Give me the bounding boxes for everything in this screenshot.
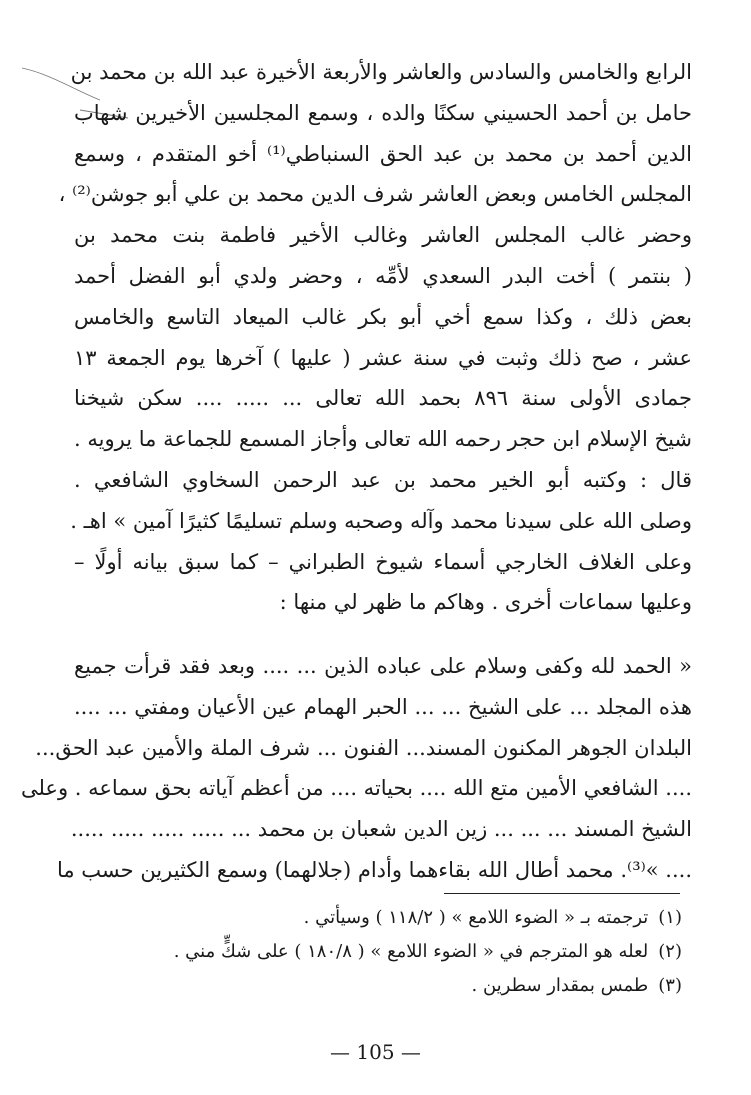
text-line: وصلى الله على سيدنا محمد وآله وصحبه وسلم تسليمًا كثيرًا آمين » اهـ . bbox=[70, 508, 692, 533]
quoted-samaa-text bbox=[20, 646, 692, 891]
footnote bbox=[150, 969, 682, 1003]
text-line: حامل بن أحمد الحسيني سكنًا والده ، وسمع المجلسين الأخيرين شهاب bbox=[74, 100, 692, 125]
text-line: شيخ الإسلام ابن حجر رحمه الله تعالى وأجاز المسمع للجماعة ما يرويه . bbox=[74, 427, 692, 452]
footnote-number: (٣) bbox=[658, 975, 682, 996]
text-line: بعض ذلك ، وكذا سمع أخي أبو بكر غالب الميعاد التاسع والخامس bbox=[74, 304, 692, 329]
quote-line: الشيخ المسند ... ... ... زين الدين شعبان بن محمد ... ..... ..... ..... ..... bbox=[70, 817, 692, 842]
footnote-number: (٢) bbox=[658, 941, 682, 962]
text-line: جمادى الأولى سنة ٨٩٦ بحمد الله تعالى ... ..... .... سكن شيخنا bbox=[74, 386, 692, 411]
quote-line: البلدان الجوهر المكنون المسند... الفنون ... شرف الملة والأمين عبد الحق... bbox=[35, 735, 692, 760]
page-number: — 105 — bbox=[330, 1040, 421, 1064]
text-line: وحضر غالب المجلس العاشر وغالب الأخير فاطمة بنت محمد بن bbox=[74, 223, 692, 248]
text-line: الرابع والخامس والسادس والعاشر والأربعة الأخيرة عبد الله بن محمد بن bbox=[70, 60, 692, 84]
quote-line: .... الشافعي الأمين متع الله .... بحياته .... من أعظم آياته بحق سماعه . وعلى bbox=[20, 776, 692, 801]
footnote-text: ترجمته بـ « الضوء اللامع » ( ١١٨/٢ ) وسيأتي . bbox=[303, 907, 649, 928]
footnote-text: طمس بمقدار سطرين . bbox=[471, 975, 649, 996]
footnote-text: لعله هو المترجم في « الضوء اللامع » ( ١٨٠/٨ ) على شكٍّ مني . bbox=[173, 941, 649, 962]
footnote-number: (١) bbox=[658, 907, 682, 928]
quote-line: .... »⁽³⁾. محمد أطال الله بقاءهما وأدام (جلالهما) وسمع الكثيرين حسب ما bbox=[56, 857, 692, 882]
text-line: عشر ، صح ذلك وثبت في سنة عشر ( عليها ) آخرها يوم الجمعة ١٣ bbox=[74, 345, 692, 370]
footnote bbox=[150, 935, 682, 969]
text-line: قال : وكتبه أبو الخير محمد بن عبد الرحمن السخاوي الشافعي . bbox=[74, 467, 692, 492]
footnotes bbox=[150, 901, 682, 1003]
text-line: ( بنتمر ) أخت البدر السعدي لأمِّه ، وحضر ولدي أبو الفضل أحمد bbox=[74, 263, 692, 288]
text-line: وعليها سماعات أخرى . وهاكم ما ظهر لي منها : bbox=[279, 590, 692, 615]
footnote-divider bbox=[444, 893, 680, 894]
quote-line: « الحمد لله وكفى وسلام على عباده الذين ... .... وبعد فقد قرأت جميع bbox=[74, 654, 692, 678]
footnote bbox=[150, 901, 682, 935]
text-line: وعلى الغلاف الخارجي أسماء شيوخ الطبراني – كما سبق بيانه أولًا – bbox=[74, 549, 692, 574]
text-line: المجلس الخامس وبعض العاشر شرف الدين محمد بن علي أبو جوشن⁽²⁾ ، bbox=[58, 182, 692, 207]
main-text bbox=[58, 52, 692, 623]
quote-line: هذه المجلد ... على الشيخ ... ... الحبر الهمام عين الأعيان ومفتي ... .... bbox=[74, 694, 692, 719]
text-line: الدين أحمد بن محمد بن عبد الحق السنباطي⁽¹⁾ أخو المتقدم ، وسمع bbox=[74, 141, 692, 166]
